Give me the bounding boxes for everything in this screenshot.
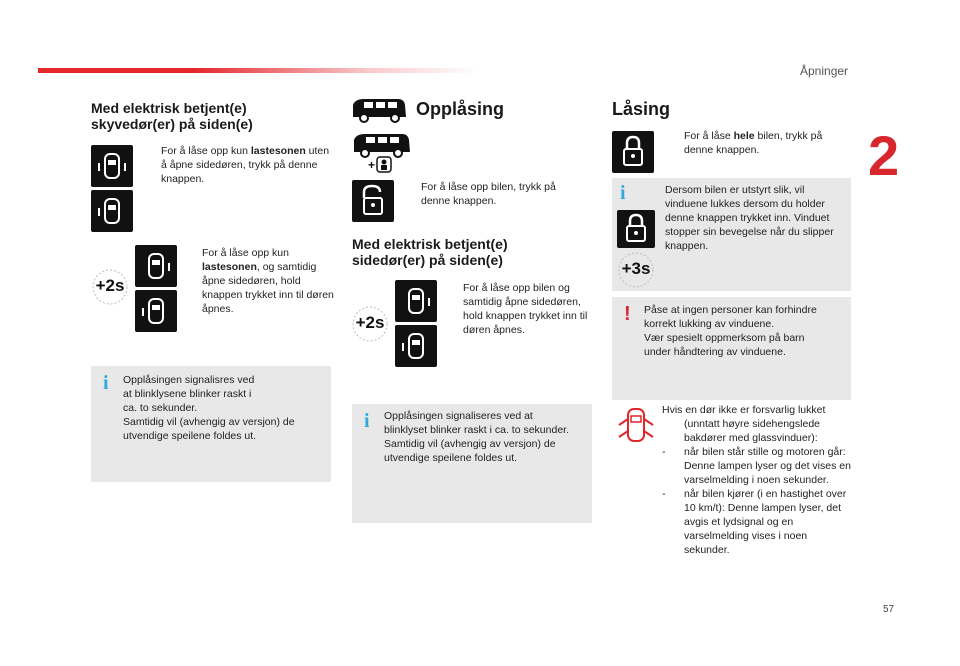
chapter-number: 2 [868,124,900,187]
padlock-open-icon [352,180,394,222]
sliding-door-unlock-button-alt[interactable] [91,190,133,232]
car-side-door-icon [395,325,437,367]
side-door-unlock-button-alt[interactable] [395,325,437,367]
lock-button[interactable] [612,131,654,173]
section-label: Åpninger [800,64,849,78]
car-side-door-icon [91,145,133,187]
timer-2s-icon: +2s [90,267,130,307]
timer-2s-icon: +2s [350,304,390,344]
col1-info-box: i Opplåsingen signalisres ved at blinklysene blinker raskt i ca. to sekunder. Samtidig vil (avhengig av versjon) de utvendige speilene foldes ut. [91,366,331,482]
car-side-door-icon [135,290,177,332]
van-icon [350,95,408,125]
warning-exclamation-icon: ! [624,303,631,325]
side-door-unlock-button[interactable] [395,280,437,322]
list-item: - når bilen kjører (i en hastighet over 10 km/t): Denne lampen lyser, det avgis et lydsignal og en varselmelding vises i noen sekunder. [662,488,847,556]
car-side-door-icon [91,190,133,232]
car-side-door-icon [135,245,177,287]
col3-warning-box: ! Påse at ingen personer kan forhindre korrekt lukking av vinduene. Vær spesielt oppmerksom på barn under håndtering av vinduene. [612,297,851,400]
info-icon: i [364,410,370,432]
padlock-closed-icon [612,131,654,173]
padlock-closed-icon [617,210,655,248]
col2-item2: For å låse opp bilen og samtidig åpne sidedøren, hold knappen trykket inn til døren åpnes. [463,282,588,336]
sliding-door-unlock-button[interactable] [91,145,133,187]
info-icon: i [103,372,109,394]
col1-title: Med elektrisk betjent(e) skyvedør(er) på siden(e) [91,100,253,132]
door-open-note: Hvis en dør ikke er forsvarlig lukket (unntatt høyre sidehengslede bakdører med glassvinduer): - når bilen står stille og motoren går: Denne lampen lyser og det vises en varselmelding i noen sekunder. - når bilen kjører (i en hastighet over 10 km/t): Denne lampen lyser, det avgis et lydsignal og en varselmelding vises i noen sekunder. [662,404,851,556]
page-number: 57 [883,604,895,615]
sliding-door-hold-button[interactable] [135,245,177,287]
col3-item1: For å låse hele bilen, trykk på denne knappen. [684,130,823,156]
lock-hold-button[interactable] [617,210,655,248]
col3-info-box: i +3s Dersom bilen er utstyrt slik, vil vinduene lukkes dersom du holder denne knappen trykket inn. Vinduet stopper sin bevegelse når du slipper knappen. [612,178,851,291]
col1-item1: For å låse opp kun lastesonen uten å åpne sidedøren, trykk på denne knappen. [161,145,330,185]
col2-title: Opplåsing [416,99,505,119]
list-item: - når bilen står stille og motoren går: Denne lampen lyser og det vises en varselmelding i noen sekunder. [662,446,851,486]
col2-subtitle: Med elektrisk betjent(e) sidedør(er) på siden(e) [352,236,508,268]
door-open-warning-icon [614,405,658,445]
car-side-door-icon [395,280,437,322]
info-icon: i [620,182,626,204]
header-accent-bar [38,68,478,73]
sliding-door-hold-button-alt[interactable] [135,290,177,332]
col2-item1: For å låse opp bilen, trykk på denne knappen. [421,181,556,207]
col2-info-box: i Opplåsingen signaliseres ved at blinklyset blinker raskt i ca. to sekunder. Samtidig vil (avhengig av versjon) de utvendige speilene foldes ut. [352,404,592,523]
col1-item2: For å låse opp kun lastesonen, og samtidig åpne sidedøren, hold knappen trykket inn til døren åpnes. [202,247,334,315]
van-side-door-icon [350,128,414,174]
col3-title: Låsing [612,99,671,119]
svg-text:+: + [368,158,376,172]
timer-3s-icon: +3s [616,250,656,290]
unlock-button[interactable] [352,180,394,222]
